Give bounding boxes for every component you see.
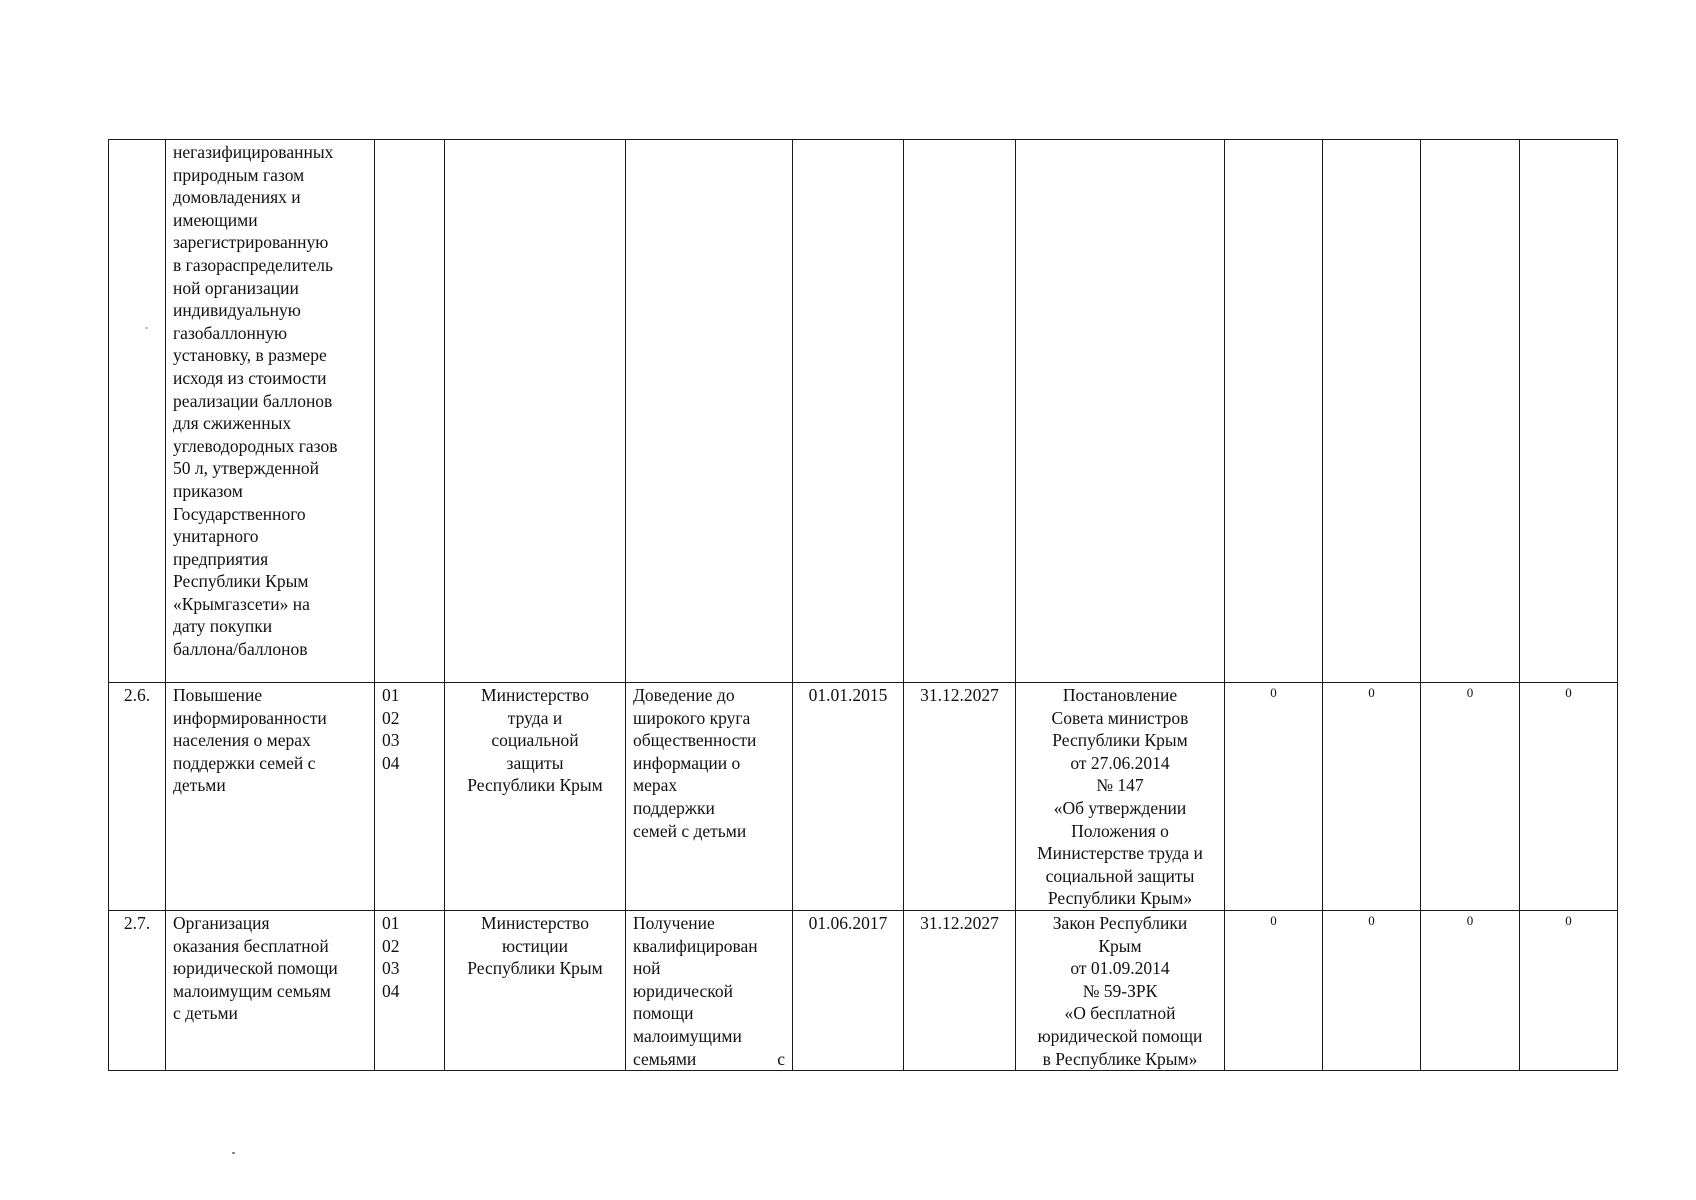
funding-value: 0: [1225, 683, 1323, 911]
executor-cell: [445, 910, 626, 1070]
result-line: информации о: [633, 752, 741, 773]
legal-basis-line: Республики Крым»: [1047, 888, 1193, 909]
funding-value: 0: [1421, 910, 1520, 1070]
measure-name-line: детьми: [173, 775, 226, 796]
measure-name-line: для сжиженных: [173, 413, 292, 434]
budget-code: 03: [382, 958, 400, 979]
result-line: Доведение до: [633, 685, 735, 705]
funding-value: 0: [1421, 683, 1520, 911]
result-line: Получение: [633, 912, 715, 933]
legal-basis-line: Положения о: [1071, 820, 1169, 841]
executor-line: юстиции: [502, 935, 568, 956]
budget-code: 04: [382, 752, 400, 773]
expected-result-cell: [626, 140, 793, 683]
executor-line: Министерство: [481, 685, 589, 705]
result-line: общественности: [633, 730, 757, 751]
legal-basis-line: «О бесплатной: [1064, 1003, 1176, 1024]
budget-code: 02: [382, 707, 400, 728]
funding-value: 0: [1323, 910, 1421, 1070]
value-cell: [1520, 140, 1618, 683]
measure-name-line: домовладениях и: [173, 187, 301, 208]
result-line: ной: [633, 958, 661, 979]
measure-name-line: в газораспределитель: [173, 254, 333, 275]
row-number: 2.6.: [109, 683, 166, 911]
measure-name-line: реализации баллонов: [173, 390, 333, 411]
budget-code: 04: [382, 980, 400, 1001]
legal-basis-line: юридической помощи: [1037, 1025, 1203, 1046]
executor-line: труда и: [507, 707, 563, 728]
measure-name-line: 50 л, утвержденной: [173, 458, 320, 479]
measure-name-line: Организация: [173, 912, 270, 933]
legal-basis-cell: [1016, 140, 1225, 683]
measure-name-cell: [166, 910, 375, 1070]
legal-basis-line: от 27.06.2014: [1070, 752, 1170, 773]
measure-name-line: Государственного: [173, 503, 306, 524]
measure-name-line: унитарного: [173, 526, 259, 547]
measure-name-line: исходя из стоимости: [173, 367, 327, 388]
budget-codes-cell: [375, 140, 445, 683]
legal-basis-line: № 147: [1096, 775, 1144, 796]
budget-code: 01: [382, 685, 400, 705]
legal-basis-line: № 59-ЗРК: [1082, 980, 1158, 1001]
legal-basis-line: Республики Крым: [1052, 730, 1188, 751]
executor-line: социальной: [491, 730, 579, 751]
funding-value: 0: [1520, 910, 1618, 1070]
result-line-left: семьями: [633, 1048, 697, 1069]
scan-speck: [232, 1152, 235, 1154]
start-date-cell: [793, 140, 904, 683]
result-line: мерах: [633, 775, 678, 796]
measure-name-line: имеющими: [173, 209, 258, 230]
budget-code: 01: [382, 912, 400, 933]
measures-table: [108, 139, 1618, 1071]
measure-name-line: населения о мерах: [173, 730, 311, 751]
continuation-row: [109, 140, 1618, 683]
measure-name-line: углеводородных газов: [173, 435, 338, 456]
measure-name-line: поддержки семей с: [173, 752, 316, 773]
measure-name-line: дату покупки: [173, 616, 273, 637]
measure-name-line: природным газом: [173, 164, 305, 185]
table-row-2-6: [109, 683, 1618, 911]
legal-basis-cell: [1016, 910, 1225, 1070]
measure-name-line: индивидуальную: [173, 300, 301, 321]
measure-name-line: малоимущим семьям: [173, 980, 331, 1001]
funding-value: 0: [1520, 683, 1618, 911]
measure-name-line: «Крымгазсети» на: [173, 593, 310, 614]
table-row-2-7: [109, 910, 1618, 1070]
row-number: 2.7.: [109, 910, 166, 1070]
executor-line: Республики Крым: [467, 958, 603, 979]
executor-cell: [445, 683, 626, 911]
legal-basis-line: социальной защиты: [1045, 865, 1195, 886]
measure-name-cell: [166, 140, 375, 683]
budget-codes-cell: [375, 910, 445, 1070]
end-date: 31.12.2027: [904, 683, 1016, 911]
budget-codes-cell: [375, 683, 445, 911]
start-date: 01.01.2015: [793, 683, 904, 911]
row-number-cell: [109, 140, 166, 683]
measure-name-line: предприятия: [173, 548, 269, 569]
expected-result-cell: [626, 683, 793, 911]
measure-name-line: установку, в размере: [173, 345, 327, 366]
budget-code: 02: [382, 935, 400, 956]
end-date: 31.12.2027: [904, 910, 1016, 1070]
measure-name-line: Республики Крым: [173, 571, 309, 592]
budget-code: 03: [382, 730, 400, 751]
measure-name-line: ной организации: [173, 277, 299, 298]
result-line: семей с детьми: [633, 820, 747, 841]
measure-name-line: оказания бесплатной: [173, 935, 329, 956]
value-cell: [1225, 140, 1323, 683]
legal-basis-line: Совета министров: [1051, 707, 1189, 728]
measure-name-line: приказом: [173, 480, 243, 501]
legal-basis-line: Министерстве труда и: [1037, 843, 1203, 864]
end-date-cell: [904, 140, 1016, 683]
measure-name-line: информированности: [173, 707, 327, 728]
result-line: помощи: [633, 1003, 694, 1024]
value-cell: [1323, 140, 1421, 683]
measure-name-line: Повышение: [173, 685, 263, 705]
executor-cell: [445, 140, 626, 683]
measure-name-line: газобаллонную: [173, 322, 288, 343]
funding-value: 0: [1323, 683, 1421, 911]
legal-basis-line: Закон Республики: [1052, 912, 1188, 933]
scan-speck: [145, 327, 148, 329]
measure-name-line: зарегистрированную: [173, 232, 329, 253]
value-cell: [1421, 140, 1520, 683]
measure-name-line: юридической помощи: [173, 958, 338, 979]
result-line: юридической: [633, 980, 733, 1001]
start-date: 01.06.2017: [793, 910, 904, 1070]
funding-value: 0: [1225, 910, 1323, 1070]
legal-basis-line: в Республике Крым»: [1042, 1048, 1198, 1069]
result-line-right: с: [777, 1048, 785, 1069]
legal-basis-line: Постановление: [1062, 685, 1178, 705]
result-line: поддержки: [633, 797, 715, 818]
measure-name-line: негазифицированных: [173, 142, 334, 162]
executor-line: Министерство: [481, 912, 589, 933]
legal-basis-line: Крым: [1098, 935, 1142, 956]
result-line-justified: [633, 1048, 785, 1071]
result-line: квалифицирован: [633, 935, 758, 956]
legal-basis-line: от 01.09.2014: [1070, 958, 1170, 979]
result-line: широкого круга: [633, 707, 751, 728]
executor-line: защиты: [506, 752, 564, 773]
expected-result-cell: [626, 910, 793, 1070]
result-line: малоимущими: [633, 1025, 742, 1046]
measure-name-line: баллона/баллонов: [173, 639, 308, 660]
legal-basis-cell: [1016, 683, 1225, 911]
legal-basis-line: «Об утверждении: [1053, 797, 1187, 818]
measure-name-line: с детьми: [173, 1003, 238, 1024]
measure-name-cell: [166, 683, 375, 911]
executor-line: Республики Крым: [467, 775, 603, 796]
